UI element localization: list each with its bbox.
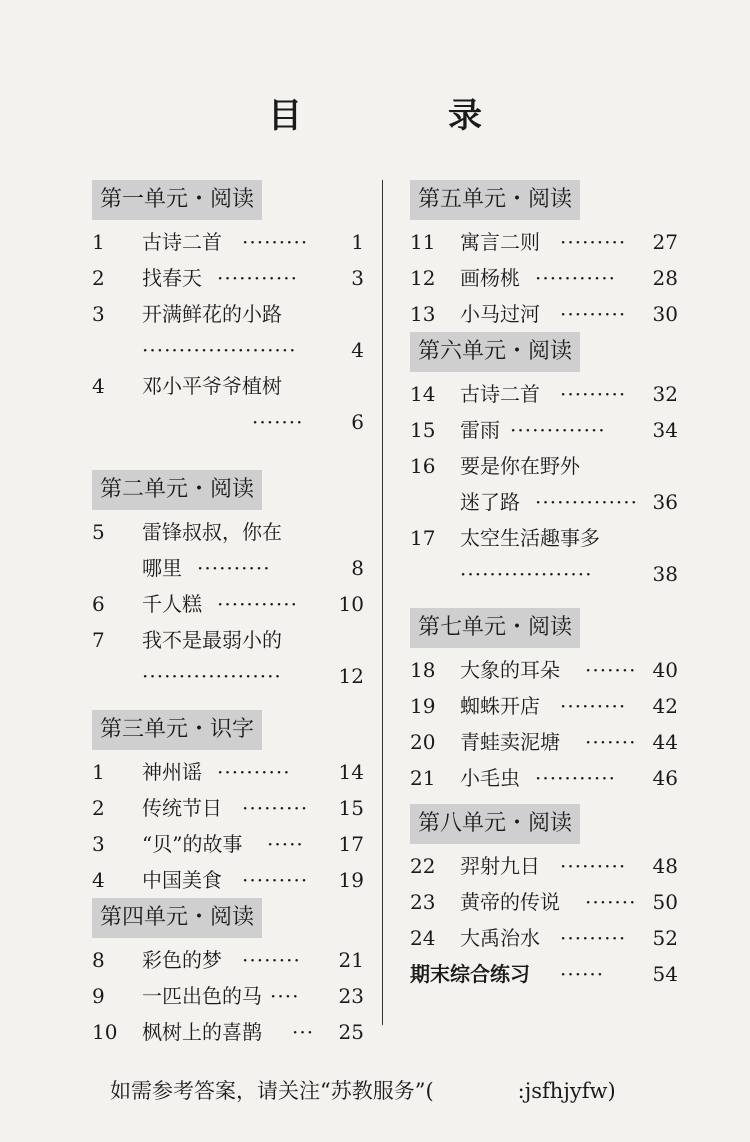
page-title: 目 录 xyxy=(268,96,538,136)
toc-entry[interactable]: 17 太空生活趣事多 xyxy=(410,526,600,550)
unit-header: 第三单元・识字 xyxy=(92,710,262,750)
unit-header: 第六单元・阅读 xyxy=(410,332,580,372)
toc-entry[interactable]: 7 我不是最弱小的 xyxy=(92,628,282,652)
toc-entry-cont[interactable]: ··················· 12 xyxy=(142,664,364,688)
toc-entry[interactable]: 16 要是你在野外 xyxy=(410,454,580,478)
toc-entry[interactable]: 4 中国美食 ········· 19 xyxy=(92,868,364,892)
toc-entry[interactable]: 12 画杨桃 ··········· 28 xyxy=(410,266,678,290)
toc-entry[interactable]: 11 寓言二则 ········· 27 xyxy=(410,230,678,254)
toc-entry[interactable]: 20 青蛙卖泥塘 ······· 44 xyxy=(410,730,678,754)
toc-entry[interactable]: 4 邓小平爷爷植树 xyxy=(92,374,282,398)
toc-entry-final[interactable]: 期末综合练习 ······ 54 xyxy=(410,962,678,986)
toc-left-column xyxy=(92,180,364,1050)
toc-entry[interactable]: 10 枫树上的喜鹊 ··· 25 xyxy=(92,1020,364,1044)
toc-entry[interactable]: 3 “贝”的故事 ····· 17 xyxy=(92,832,364,856)
toc-entry-cont[interactable]: ····················· 4 xyxy=(142,338,364,362)
toc-entry[interactable]: 1 神州谣 ·········· 14 xyxy=(92,760,364,784)
toc-entry[interactable]: 6 千人糕 ··········· 10 xyxy=(92,592,364,616)
unit-header: 第七单元・阅读 xyxy=(410,608,580,648)
toc-entry[interactable]: 18 大象的耳朵 ······· 40 xyxy=(410,658,678,682)
toc-entry[interactable]: 15 雷雨 ············· 34 xyxy=(410,418,678,442)
toc-entry[interactable]: 23 黄帝的传说 ······· 50 xyxy=(410,890,678,914)
toc-entry[interactable]: 24 大禹治水 ········· 52 xyxy=(410,926,678,950)
unit-header: 第五单元・阅读 xyxy=(410,180,580,220)
toc-entry[interactable]: 8 彩色的梦 ········ 21 xyxy=(92,948,364,972)
toc-entry[interactable]: 13 小马过河 ········· 30 xyxy=(410,302,678,326)
toc-entry[interactable]: 19 蜘蛛开店 ········· 42 xyxy=(410,694,678,718)
toc-entry[interactable]: 22 羿射九日 ········· 48 xyxy=(410,854,678,878)
toc-entry[interactable]: 9 一匹出色的马 ···· 23 xyxy=(92,984,364,1008)
toc-entry[interactable]: 2 找春天 ··········· 3 xyxy=(92,266,364,290)
unit-header: 第二单元・阅读 xyxy=(92,470,262,510)
toc-entry[interactable]: 2 传统节日 ········· 15 xyxy=(92,796,364,820)
toc-entry-cont[interactable]: 迷了路 ·············· 36 xyxy=(460,490,678,514)
toc-entry-cont[interactable]: 哪里 ·········· 8 xyxy=(142,556,364,580)
toc-entry-cont[interactable]: ······· 6 xyxy=(252,410,364,434)
toc-entry[interactable]: 3 开满鲜花的小路 xyxy=(92,302,282,326)
toc-entry[interactable]: 21 小毛虫 ··········· 46 xyxy=(410,766,678,790)
column-divider xyxy=(382,180,383,1025)
toc-entry[interactable]: 1 古诗二首 ········· 1 xyxy=(92,230,364,254)
toc-right-column xyxy=(410,180,678,992)
unit-header: 第四单元・阅读 xyxy=(92,898,262,938)
toc-entry[interactable]: 14 古诗二首 ········· 32 xyxy=(410,382,678,406)
unit-header: 第一单元・阅读 xyxy=(92,180,262,220)
footer-note: 如需参考答案，请关注“苏教服务”( :jsfhjyfw) xyxy=(110,1079,616,1103)
toc-entry[interactable]: 5 雷锋叔叔，你在 xyxy=(92,520,282,544)
toc-entry-cont[interactable]: ·················· 38 xyxy=(460,562,678,586)
unit-header: 第八单元・阅读 xyxy=(410,804,580,844)
